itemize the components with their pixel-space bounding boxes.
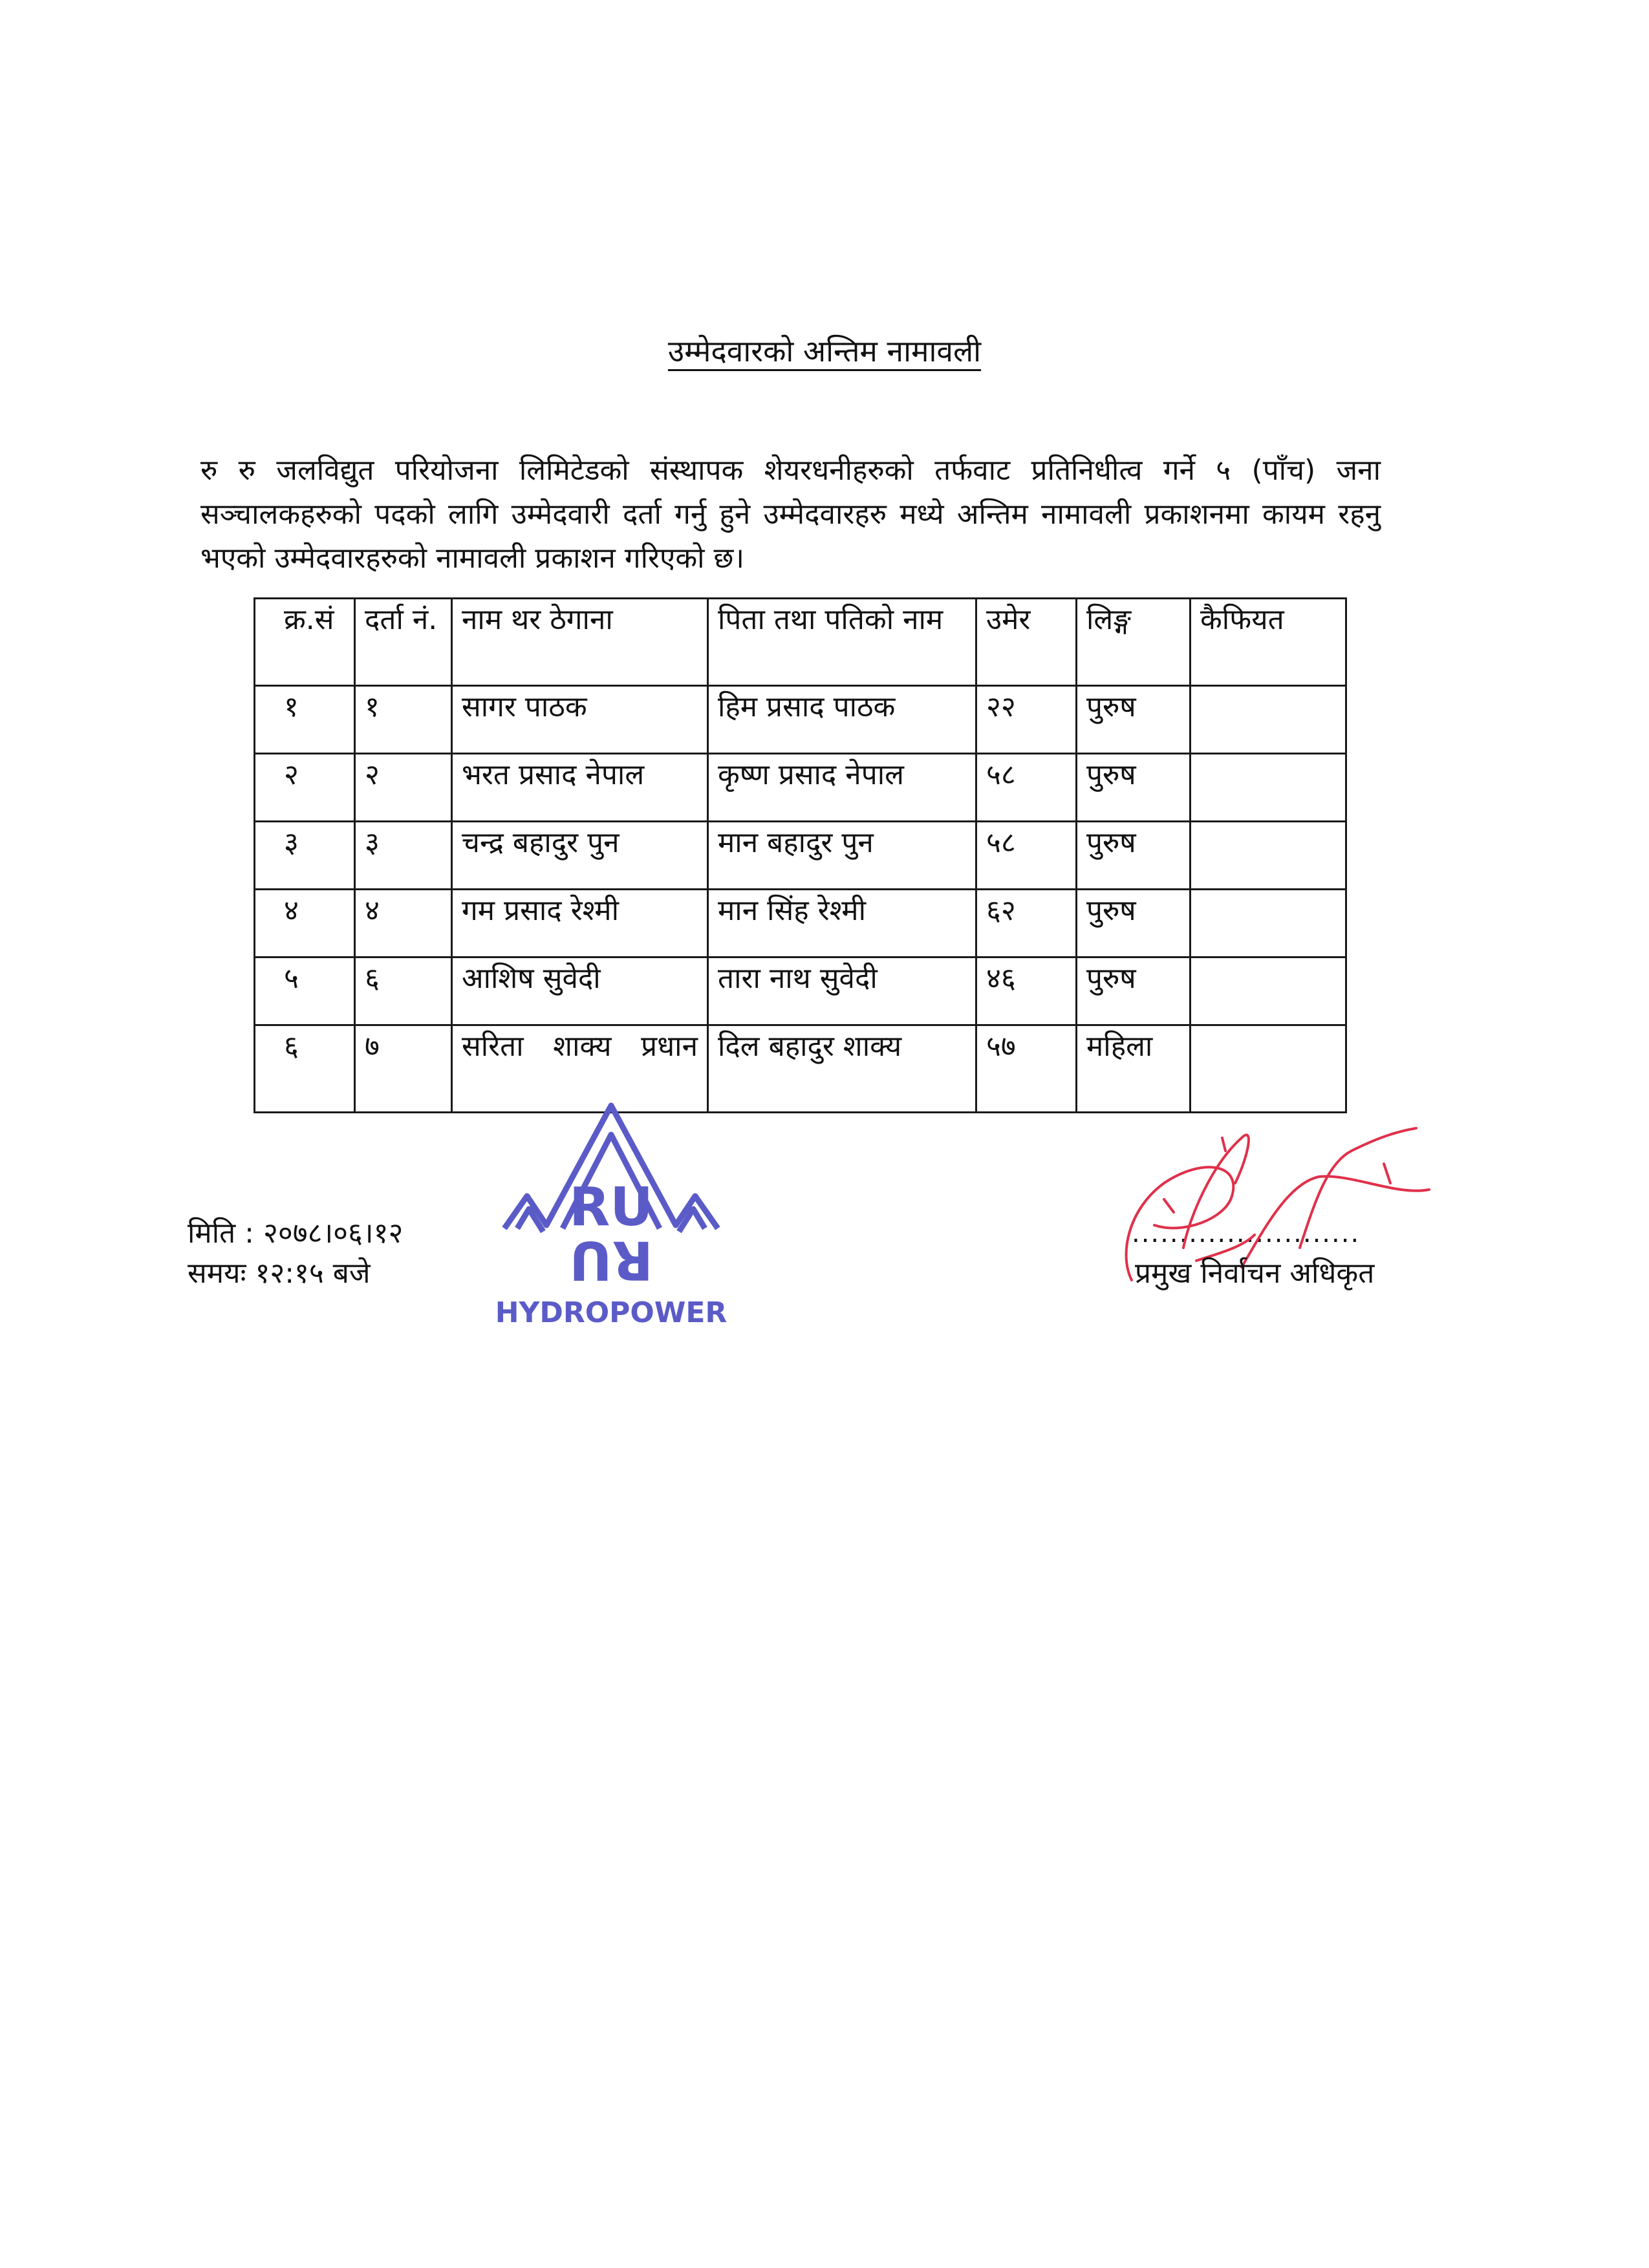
- logo-text-bottom: RU: [569, 1229, 653, 1290]
- cell-age: ५८: [976, 822, 1077, 890]
- cell-parent: दिल बहादुर शाक्य: [708, 1025, 976, 1113]
- header-registration: दर्ता नं.: [355, 599, 452, 686]
- signatory-title: प्रमुख निर्वाचन अधिकृत: [1135, 1257, 1375, 1290]
- header-age: उमेर: [976, 599, 1077, 686]
- cell-remarks: [1191, 686, 1346, 754]
- header-name: नाम थर ठेगाना: [452, 599, 708, 686]
- page-title-text: उम्मेदवारको अन्तिम नामावली: [667, 334, 982, 369]
- cell-name: गम प्रसाद रेश्मी: [452, 890, 708, 957]
- cell-remarks: [1191, 957, 1346, 1025]
- date-line: मिति : २०७८।०६।१२: [188, 1217, 404, 1250]
- cell-serial: ५: [255, 957, 355, 1025]
- cell-serial: १: [255, 686, 355, 754]
- table-row: [255, 754, 1346, 822]
- header-remarks: कैफियत: [1191, 599, 1346, 686]
- cell-remarks: [1191, 822, 1346, 890]
- cell-gender: पुरुष: [1077, 822, 1191, 890]
- cell-gender: पुरुष: [1077, 686, 1191, 754]
- table-header-row: [255, 599, 1346, 686]
- cell-registration: ६: [355, 957, 452, 1025]
- cell-remarks: [1191, 754, 1346, 822]
- signature-line: ........................: [1132, 1219, 1361, 1248]
- cell-age: ५७: [976, 1025, 1077, 1113]
- cell-serial: ४: [255, 890, 355, 957]
- cell-gender: महिला: [1077, 1025, 1191, 1113]
- time-line: समयः १२:१५ बजे: [188, 1257, 371, 1290]
- cell-name: सरिता शाक्य प्रधान: [452, 1025, 708, 1113]
- table-row: [255, 957, 1346, 1025]
- cell-age: ४६: [976, 957, 1077, 1025]
- company-logo-stamp: [491, 1099, 731, 1345]
- cell-serial: २: [255, 754, 355, 822]
- table-row: [255, 686, 1346, 754]
- cell-registration: २: [355, 754, 452, 822]
- cell-gender: पुरुष: [1077, 890, 1191, 957]
- table-row: [255, 822, 1346, 890]
- cell-remarks: [1191, 890, 1346, 957]
- cell-registration: ४: [355, 890, 452, 957]
- cell-age: ६२: [976, 890, 1077, 957]
- cell-parent: कृष्ण प्रसाद नेपाल: [708, 754, 976, 822]
- cell-name: चन्द्र बहादुर पुन: [452, 822, 708, 890]
- cell-parent: मान बहादुर पुन: [708, 822, 976, 890]
- cell-parent: हिम प्रसाद पाठक: [708, 686, 976, 754]
- intro-paragraph: रु रु जलविद्युत परियोजना लिमिटेडको संस्थापक शेयरधनीहरुको तर्फवाट प्रतिनिधीत्व गर्ने ५ (पाँच) जना सञ्चालकहरुको पदको लागि उम्मेदवारी दर्ता गर्नु हुने उम्मेदवारहरु मध्ये अन्तिम नामावली प्रकाशनमा कायम रहनु भएको उम्मेदवारहरुको नामावली प्रकाशन गरिएको छ।: [200, 454, 1381, 575]
- page-title: [0, 334, 1649, 369]
- cell-gender: पुरुष: [1077, 754, 1191, 822]
- cell-name: आशिष सुवेदी: [452, 957, 708, 1025]
- header-gender: लिङ्ग: [1077, 599, 1191, 686]
- cell-name: सागर पाठक: [452, 686, 708, 754]
- cell-serial: ६: [255, 1025, 355, 1113]
- cell-registration: ७: [355, 1025, 452, 1113]
- cell-registration: १: [355, 686, 452, 754]
- cell-age: २२: [976, 686, 1077, 754]
- cell-parent: तारा नाथ सुवेदी: [708, 957, 976, 1025]
- logo-text-top: RU: [569, 1177, 653, 1238]
- cell-name: भरत प्रसाद नेपाल: [452, 754, 708, 822]
- candidates-table: [253, 597, 1347, 1113]
- cell-serial: ३: [255, 822, 355, 890]
- cell-age: ५८: [976, 754, 1077, 822]
- cell-registration: ३: [355, 822, 452, 890]
- logo-wordmark: HYDROPOWER: [495, 1296, 727, 1329]
- header-serial: क्र.सं: [255, 599, 355, 686]
- cell-gender: पुरुष: [1077, 957, 1191, 1025]
- table-row: [255, 890, 1346, 957]
- header-parent: पिता तथा पतिको नाम: [708, 599, 976, 686]
- cell-parent: मान सिंह रेश्मी: [708, 890, 976, 957]
